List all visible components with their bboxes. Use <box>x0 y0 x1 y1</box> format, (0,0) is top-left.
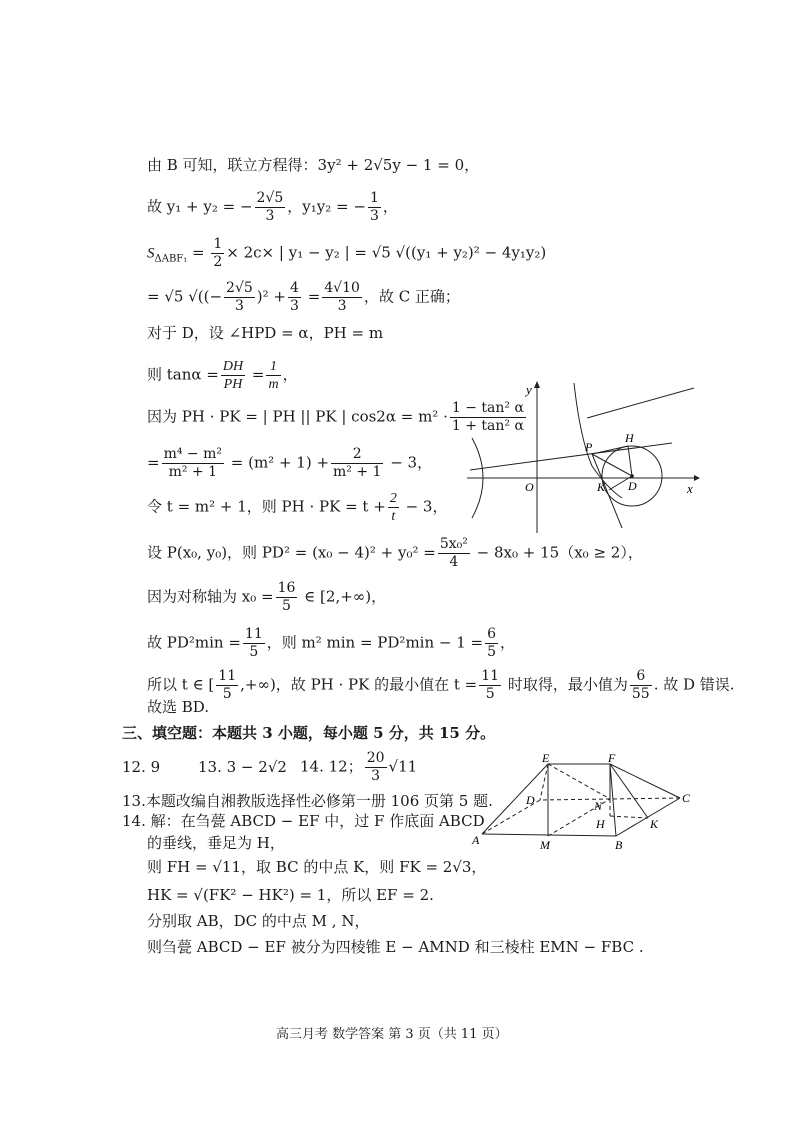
text-segment: ,+∞)，故 PH · PK 的最小值在 t = <box>240 675 478 694</box>
text-segment: = (m² + 1) + <box>225 453 330 472</box>
label-p: P <box>585 440 593 454</box>
solution-14-line <box>147 912 369 930</box>
text-segment: 分别取 AB，DC 的中点 M , N， <box>147 912 370 930</box>
fraction: $\frac{4√10}{3}$ <box>324 280 360 314</box>
fraction: $\frac{\text{m⁴ − m²}}{\text{m² + 1}}$ <box>163 446 222 480</box>
equation-text: 由 B 可知，联立方程得：3y² + 2√5y − 1 = 0， <box>147 156 480 174</box>
label-o: O <box>525 480 534 494</box>
text-segment: 故 PD²min = <box>147 633 241 652</box>
edge-fb <box>610 764 616 836</box>
text-segment: − 3， <box>385 453 433 472</box>
fraction: $\frac{4}{3}$ <box>290 280 299 314</box>
text-segment: = √5 √((− <box>147 287 223 306</box>
text-segment: S <box>147 245 155 262</box>
y-axis-arrow <box>534 381 540 388</box>
label-d: D <box>526 793 535 807</box>
answer-text: 14. 12； <box>300 757 363 776</box>
segment-hd <box>628 446 632 476</box>
text-segment: 则刍甍 ABCD − EF 被分为四棱锥 E − AMND 和三棱柱 EMN − FBC . <box>147 938 644 956</box>
label-m: M <box>540 838 550 852</box>
answer-13 <box>198 758 287 776</box>
text-segment: × 2c× | y₁ − y₂ | = √5 √((y₁ + y₂)² − 4y₁y₂) <box>226 243 547 262</box>
label-a: A <box>472 833 480 847</box>
text-segment: ， <box>500 633 516 652</box>
text-segment: 则 FH = √11，取 BC 的中点 K，则 FK = 2√3， <box>147 858 487 876</box>
text-segment: 设 P(x₀, y₀)，则 PD² = (x₀ − 4)² + y₀² = <box>147 543 436 562</box>
answer-text: 12. 9 <box>122 758 161 776</box>
fraction: $\frac{11}{5}$ <box>481 668 500 702</box>
text-segment: − 3， <box>400 497 448 516</box>
fraction: $\frac{2√5}{3}$ <box>256 190 284 224</box>
text-segment: 则 tanα = <box>147 365 219 384</box>
fraction: $\frac{2}{t}$ <box>389 491 397 524</box>
note-text: 13.本题改编自湘教版选择性必修第一册 106 页第 5 题. <box>122 792 493 810</box>
text-segment: )² + <box>256 287 286 306</box>
answer-text: 13. 3 − 2√2 <box>198 758 287 776</box>
solution-14-line <box>147 858 486 876</box>
solution-14-line <box>147 938 644 956</box>
fraction: $\frac{1}{3}$ <box>369 190 379 224</box>
solution-line <box>147 324 383 342</box>
label-c: C <box>682 791 691 805</box>
label-n: N <box>594 799 603 813</box>
text-segment: − 8x₀ + 15（x₀ ≥ 2）， <box>471 543 643 562</box>
note-13 <box>122 792 493 810</box>
text-segment: 对于 D，设 ∠HPD = α，PH = m <box>147 324 384 342</box>
solution-line <box>147 280 460 315</box>
solution-line <box>147 626 515 661</box>
text-segment: ， <box>382 197 398 216</box>
label-h: H <box>625 431 634 445</box>
text-segment: ，故 C 正确； <box>363 287 460 306</box>
text-segment: 令 t = m² + 1，则 PH · PK = t + <box>147 497 386 516</box>
label-k: K <box>650 817 659 831</box>
solution-line <box>147 536 643 571</box>
segment-fk <box>610 764 648 818</box>
label-h: H <box>596 817 605 831</box>
label-y: y <box>526 382 532 397</box>
fraction: $\frac{6}{5}$ <box>487 626 497 660</box>
text-segment: 14. 解：在刍甍 ABCD − EF 中，过 F 作底面 ABCD <box>122 812 485 830</box>
section-heading-text: 三、填空题：本题共 3 小题，每小题 5 分，共 15 分。 <box>122 724 496 742</box>
text-segment: . 故 D 错误. <box>653 675 735 694</box>
point-d <box>630 474 634 478</box>
subscript: ΔABF₁ <box>154 253 188 265</box>
section-heading <box>122 724 495 742</box>
label-d: D <box>628 479 637 493</box>
figure-hyperbola-circle <box>462 378 702 538</box>
fraction: $\frac{20}{3}$ <box>366 750 385 784</box>
edge-ea <box>482 764 548 834</box>
fraction: $\frac{11}{5}$ <box>218 668 237 702</box>
text-segment: 故 y₁ + y₂ = − <box>147 197 253 216</box>
text-segment: = <box>247 365 265 384</box>
text-segment: = <box>147 453 160 472</box>
solution-line <box>147 358 298 393</box>
solution-line <box>147 446 432 481</box>
fraction: $\frac{2√5}{3}$ <box>226 280 253 314</box>
line-steep <box>587 388 694 418</box>
edge-ed <box>540 764 548 800</box>
solution-line <box>147 580 386 615</box>
figure-solid <box>470 752 700 852</box>
fraction: $\frac{2}{\text{m² + 1}}$ <box>333 446 382 480</box>
label-f: F <box>608 752 616 765</box>
fraction: $\frac{6}{55}$ <box>631 668 650 702</box>
fraction: $\frac{\text{1 − tan² α}}{\text{1 + tan² α}}$ <box>451 400 524 434</box>
fraction: $\frac{1}{2}$ <box>213 236 223 270</box>
label-x: x <box>687 481 693 496</box>
answer-14 <box>300 750 417 785</box>
line-ph <box>470 443 672 470</box>
solution-line <box>147 190 398 225</box>
answer-12 <box>122 758 160 776</box>
solution-line <box>147 698 209 716</box>
edge-fc <box>610 764 680 798</box>
text-segment: = <box>187 243 210 262</box>
text-segment: ，y₁y₂ = − <box>287 197 366 216</box>
solution-line <box>147 236 546 271</box>
text-segment: HK = √(FK² − HK²) = 1，所以 EF = 2. <box>147 886 434 904</box>
x-axis-arrow <box>694 475 700 481</box>
segment-hk <box>610 816 648 818</box>
fraction: $\frac{DH}{PH}$ <box>222 359 244 392</box>
text-segment: 所以 t ∈ [ <box>147 675 215 694</box>
label-e: E <box>542 752 550 765</box>
label-k: K <box>597 480 606 494</box>
solution-line <box>147 668 735 703</box>
fraction: $\frac{\text{5x₀²}}{4}$ <box>439 536 468 570</box>
text-segment: 故选 BD. <box>147 698 210 716</box>
text-segment: 因为 PH · PK = | PH || PK | cos2α = m² · <box>147 407 448 426</box>
solution-line <box>147 156 479 174</box>
label-b: B <box>615 838 623 852</box>
solution-line <box>147 490 447 525</box>
solution-14-line <box>147 834 285 852</box>
text-segment: = <box>302 287 321 306</box>
text-segment: 因为对称轴为 x₀ = <box>147 587 274 606</box>
footer-text: 高三月考 数学答案 第 3 页（共 11 页） <box>276 1027 508 1042</box>
answer-text: √11 <box>388 757 418 776</box>
text-segment: ∈ [2,+∞)， <box>299 587 387 606</box>
text-segment: 的垂线，垂足为 H， <box>147 834 285 852</box>
fraction: $\frac{1}{m}$ <box>268 359 279 392</box>
segment-en <box>548 764 610 799</box>
text-segment: 时取得，最小值为 <box>503 675 628 694</box>
solution-14-line <box>147 886 434 904</box>
text-segment: ， <box>282 365 298 384</box>
page-footer <box>276 1026 508 1044</box>
solution-14-line <box>122 812 485 830</box>
fraction: $\frac{16}{5}$ <box>277 580 296 614</box>
fraction: $\frac{11}{5}$ <box>244 626 263 660</box>
segment-pd <box>592 454 632 476</box>
text-segment: ，则 m² min = PD²min − 1 = <box>266 633 484 652</box>
